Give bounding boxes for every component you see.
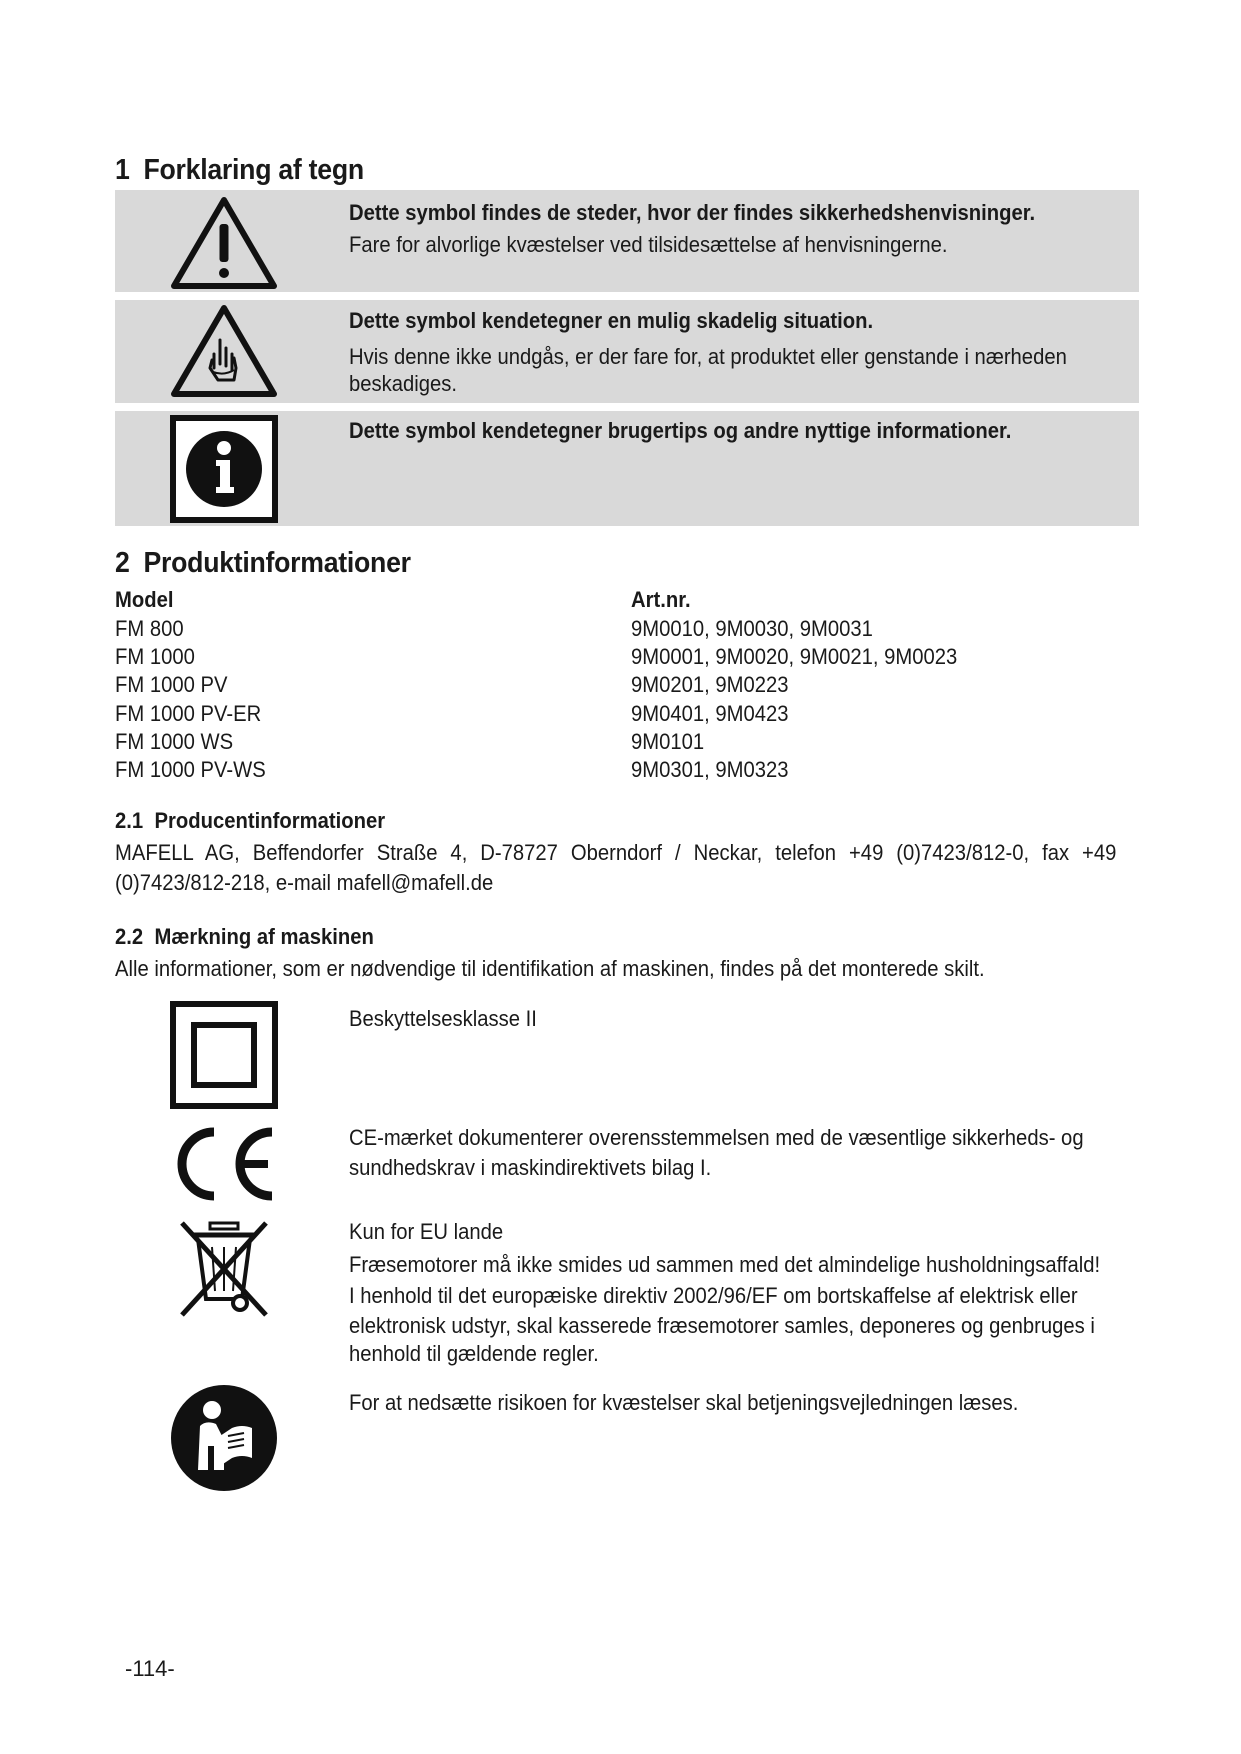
product-model: FM 1000 PV (115, 672, 228, 697)
marking-intro: Alle informationer, som er nødvendige til identifikation af maskinen, findes på det monterede skilt. (115, 956, 985, 981)
product-model: FM 1000 WS (115, 729, 234, 754)
product-art-nr: 9M0401, 9M0423 (631, 701, 789, 726)
mark-description: Beskyttelsesklasse II (349, 1006, 537, 1031)
ce-mark-icon (170, 1124, 280, 1209)
mark-description: elektronisk udstyr, skal kasserede fræsemotorer samles, deponeres og genbruges i (349, 1313, 1095, 1338)
manufacturer-info: (0)7423/812-218, e-mail mafell@mafell.de (115, 870, 494, 895)
symbol-row-bold-text: Dette symbol kendetegner brugertips og andre nyttige informationer. (349, 418, 1012, 443)
section-title: Forklaring af tegn (143, 154, 364, 186)
mark-description: Fræsemotorer må ikke smides ud sammen med det almindelige husholdningsaffald! (349, 1252, 1101, 1277)
section-number: 2.2 (115, 924, 144, 949)
symbol-row-text: Hvis denne ikke undgås, er der fare for, at produktet eller genstande i nærheden (349, 344, 1067, 369)
product-art-nr: 9M0001, 9M0020, 9M0021, 9M0023 (631, 644, 958, 669)
warning-triangle-icon (168, 194, 280, 297)
manufacturer-info: MAFELL AG, Beffendorfer Straße 4, D-78727 Oberndorf / Neckar, telefon +49 (0)7423/812-0, fax +49 (115, 840, 1117, 865)
product-art-nr: 9M0101 (631, 729, 705, 754)
product-model: FM 1000 PV-WS (115, 757, 266, 782)
section-number: 2.1 (115, 808, 144, 833)
mark-description: sundhedskrav i maskindirektivets bilag I. (349, 1155, 712, 1180)
info-icon (170, 415, 278, 528)
section-title: Producentinformationer (154, 808, 386, 833)
section-number: 1 (115, 154, 130, 186)
symbol-row-bold-text: Dette symbol findes de steder, hvor der findes sikkerhedshenvisninger. (349, 200, 1036, 225)
section-2-1-heading (115, 808, 385, 834)
section-number: 2 (115, 547, 130, 579)
section-2-heading (115, 547, 411, 580)
mark-description: For at nedsætte risikoen for kvæstelser skal betjeningsvejledningen læses. (349, 1390, 1019, 1415)
product-art-nr: 9M0201, 9M0223 (631, 672, 789, 697)
weee-crossed-bin-icon (174, 1215, 274, 1324)
section-2-2-heading (115, 924, 374, 950)
column-header-art-nr: Art.nr. (631, 587, 691, 612)
product-art-nr: 9M0301, 9M0323 (631, 757, 789, 782)
mark-description: henhold til gældende regler. (349, 1341, 599, 1366)
symbol-row-text: beskadiges. (349, 371, 458, 396)
product-model: FM 1000 PV-ER (115, 701, 262, 726)
read-manual-icon (170, 1384, 278, 1497)
section-title: Mærkning af maskinen (154, 924, 374, 949)
product-model: FM 1000 (115, 644, 195, 669)
section-title: Produktinformationer (143, 547, 411, 579)
caution-hand-icon (168, 302, 280, 405)
symbol-row-text: Fare for alvorlige kvæstelser ved tilsidesættelse af henvisningerne. (349, 232, 948, 257)
product-art-nr: 9M0010, 9M0030, 9M0031 (631, 616, 873, 641)
column-header-model: Model (115, 587, 174, 612)
section-1-heading (115, 154, 364, 187)
mark-description: I henhold til det europæiske direktiv 2002/96/EF om bortskaffelse af elektrisk eller (349, 1283, 1078, 1308)
protection-class-ii-icon (170, 1001, 278, 1114)
mark-description: Kun for EU lande (349, 1219, 504, 1244)
mark-description: CE-mærket dokumenterer overensstemmelsen med de væsentlige sikkerheds- og (349, 1125, 1084, 1150)
symbol-row-bold-text: Dette symbol kendetegner en mulig skadelig situation. (349, 308, 874, 333)
page-number: -114- (125, 1656, 175, 1681)
product-model: FM 800 (115, 616, 184, 641)
